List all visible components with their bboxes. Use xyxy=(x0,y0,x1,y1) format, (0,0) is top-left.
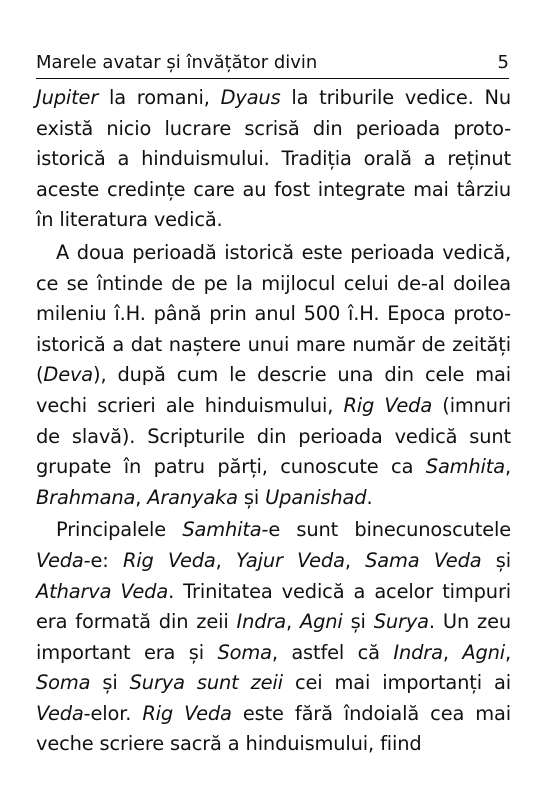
text-run: ), după cum le descrie una din cele mai vechi scrieri ale hinduismului, xyxy=(36,363,511,417)
running-header xyxy=(36,52,509,79)
body-text xyxy=(36,83,511,760)
text-run: . Trinitatea vedică a acelor timpuri era formată din zeii xyxy=(36,579,511,634)
text-run: , xyxy=(135,485,148,509)
text-run: -e: xyxy=(83,548,123,572)
italic-term: Rig Veda xyxy=(142,701,232,725)
italic-term: Indra xyxy=(236,610,286,634)
italic-term: Yajur Veda xyxy=(236,548,345,572)
italic-term: Agni xyxy=(462,640,505,664)
italic-term: Indra xyxy=(393,640,443,664)
italic-term: Samhita xyxy=(182,518,262,542)
italic-term: Rig Veda xyxy=(343,393,433,417)
text-run: și xyxy=(90,671,130,695)
text-run: , xyxy=(215,548,236,572)
text-run: și xyxy=(481,548,511,572)
italic-term: Upanishad xyxy=(265,485,367,509)
text-run: . Un zeu important era și xyxy=(36,610,511,664)
text-run: , astfel că xyxy=(271,640,394,664)
text-run: cei mai importanți ai xyxy=(282,671,511,695)
text-run: la triburile vedice. Nu există nicio lucrare scrisă din perioada proto-istorică a hinduismului. Tradiția orală a reținut aceste credințe care au fost integrate mai târziu în literatura vedică. xyxy=(36,86,511,232)
italic-term: Aranyaka xyxy=(147,485,238,509)
paragraph xyxy=(36,83,511,236)
italic-term: Veda xyxy=(36,548,84,572)
text-run: , xyxy=(504,455,511,479)
paragraph xyxy=(36,238,511,513)
italic-term: Agni xyxy=(299,610,343,634)
text-run: , xyxy=(504,640,511,664)
running-header-title: Marele avatar și învățător divin xyxy=(36,52,318,73)
italic-term: Samhita xyxy=(425,455,505,479)
italic-term: Deva xyxy=(43,363,94,387)
text-run: , xyxy=(442,640,463,664)
italic-term: Dyaus xyxy=(220,86,281,109)
italic-term: Jupiter xyxy=(36,86,99,109)
italic-term: Atharva Veda xyxy=(36,579,169,603)
text-run: și xyxy=(237,485,266,509)
text-run: este fără îndoială cea mai veche scriere sacră a hinduismului, fiind xyxy=(36,701,511,756)
italic-term: Surya xyxy=(373,610,429,634)
italic-term: Surya sunt zeii xyxy=(129,671,283,695)
italic-term: Brahmana xyxy=(36,485,136,509)
italic-term: Rig Veda xyxy=(122,548,216,572)
text-run: , xyxy=(344,548,366,572)
text-run: -e sunt binecunoscutele xyxy=(261,518,512,542)
italic-term: Veda xyxy=(36,701,84,725)
text-run: -elor. xyxy=(83,701,143,725)
italic-term: Soma xyxy=(217,640,272,664)
page-number: 5 xyxy=(497,52,509,73)
text-run: A doua perioadă istorică este perioada vedică, ce se întinde de pe la mijlocul celui de-al doilea mileniu î.H. până prin anul 500 î.H. Epoca proto-istorică a dat naștere unui mare număr de zeități ( xyxy=(36,240,511,387)
text-run: (imnuri de slavă). Scripturile din perioada vedică sunt grupate în patru părți, cunoscute ca xyxy=(36,393,512,479)
text-run: la romani, xyxy=(98,86,221,109)
italic-term: Soma xyxy=(36,671,91,695)
text-run: . xyxy=(366,485,373,509)
text-run: și xyxy=(342,610,374,634)
text-run: , xyxy=(285,610,300,634)
italic-term: Sama Veda xyxy=(365,548,482,572)
paragraph xyxy=(36,515,511,760)
text-run: Principalele xyxy=(56,518,183,542)
